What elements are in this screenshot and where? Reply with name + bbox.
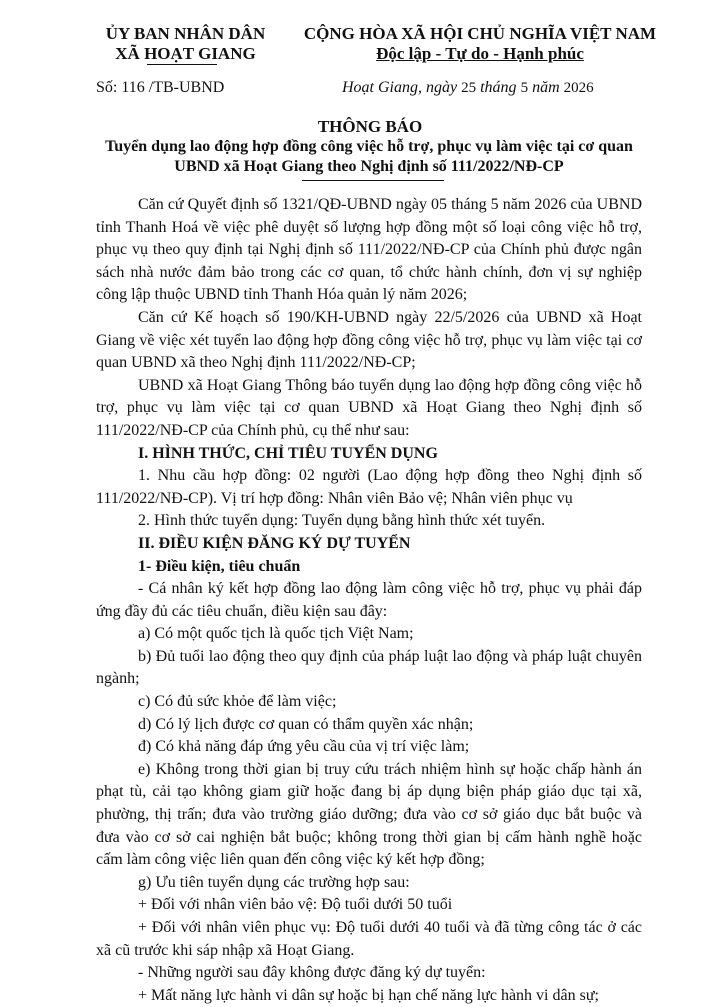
document-title: THÔNG BÁO [317, 117, 423, 136]
body-paragraph: - Những người sau đây không được đăng ký dự tuyển: [138, 964, 486, 982]
body-paragraph: UBND xã Hoạt Giang Thông báo tuyển dụng lao động hợp đồng công việc hỗ trợ, phục vụ làm việc tại cơ quan UBND xã Hoạt Giang theo Nghị định số 111/2022/NĐ-CP của Chính phủ, cụ thể như sau: [96, 376, 642, 439]
number-suffix: /TB-UBND [148, 79, 225, 96]
national-title: CỘNG HÒA XÃ HỘI CHỦ NGHĨA VIỆT NAM [303, 24, 657, 43]
body-paragraph: 2. Hình thức tuyển dụng: Tuyển dụng bằng hình thức xét tuyển. [138, 512, 546, 530]
issuer-line2: XÃ HOẠT GIANG [115, 44, 256, 63]
body-paragraph: Căn cứ Quyết định số 1321/QĐ-UBND ngày 05 tháng 5 năm 2026 của UBND tỉnh Thanh Hoá về việc phê duyệt số lượng hợp đồng một số loại công việc hỗ trợ, phục vụ theo quy định tại Nghị định số 111/2022/NĐ-CP của Chính phủ được ngân sách nhà nước đảm bảo trong các cơ quan, tổ chức hành chính, đơn vị sự nghiệp công lập thuộc UBND tỉnh Thanh Hóa quản lý năm 2026; [96, 196, 642, 304]
body-paragraph: + Mất năng lực hành vi dân sự hoặc bị hạn chế năng lực hành vi dân sự; [138, 986, 599, 1004]
body-paragraph: + Đối với nhân viên phục vụ: Độ tuổi dưới 40 tuổi và đã từng công tác ở các xã cũ trước khi sáp nhập xã Hoạt Giang. [96, 919, 642, 959]
body-paragraph: d) Có lý lịch được cơ quan có thẩm quyền xác nhận; [138, 715, 474, 733]
national-header [280, 24, 680, 64]
issuer-underline [147, 64, 217, 65]
year-word: năm [532, 79, 560, 96]
body-paragraph: + Đối với nhân viên bảo vệ: Độ tuổi dưới 50 tuổi [138, 896, 453, 914]
section-heading: 1- Điều kiện, tiêu chuẩn [138, 557, 301, 575]
date-day: 25 [461, 80, 477, 96]
issuer-header [78, 24, 293, 64]
number-value: 116 [121, 79, 145, 96]
date-month: 5 [520, 80, 529, 96]
subject-underline [302, 180, 444, 181]
month-word: tháng [480, 79, 517, 96]
section-heading: II. ĐIỀU KIỆN ĐĂNG KÝ DỰ TUYỂN [138, 534, 411, 552]
body-paragraph: - Cá nhân ký kết hợp đồng lao động làm công việc hỗ trợ, phục vụ phải đáp ứng đầy đủ các tiêu chuẩn, điều kiện sau đây: [96, 580, 642, 620]
body-paragraph: g) Ưu tiên tuyển dụng các trường hợp sau: [138, 873, 410, 891]
number-prefix: Số: [96, 79, 118, 96]
date-year: 2026 [563, 80, 594, 96]
body-paragraph: e) Không trong thời gian bị truy cứu trách nhiệm hình sự hoặc chấp hành án phạt tù, cải tạo không giam giữ hoặc đang bị áp dụng biện pháp giáo dục tại xã, phường, thị trấn; đưa vào trường giáo dưỡng; đưa vào cơ sở giáo dục bắt buộc và đưa vào cơ sở cai nghiện bắt buộc; không trong thời gian bị cấm hành nghề hoặc cấm làm công việc liên quan đến công việc ký kết hợp đồng; [96, 760, 642, 869]
document-number [96, 78, 224, 98]
body-paragraph: 1. Nhu cầu hợp đồng: 02 người (Lao động hợp đồng theo Nghị định số 111/2022/NĐ-CP). Vị trí hợp đồng: Nhân viên Bảo vệ; Nhân viên phục vụ [96, 467, 642, 507]
body-paragraph: b) Đủ tuổi lao động theo quy định của pháp luật lao động và pháp luật chuyên ngành; [96, 647, 642, 688]
document-body [96, 194, 642, 1007]
place-and-date [342, 78, 594, 98]
document-subject: Tuyển dụng lao động hợp đồng công việc hỗ trợ, phục vụ làm việc tại cơ quan UBND xã Hoạt Giang theo Nghị định số 111/2022/NĐ-CP [105, 138, 633, 175]
section-heading: I. HÌNH THỨC, CHỈ TIÊU TUYỂN DỤNG [138, 444, 438, 462]
national-motto: Độc lập - Tự do - Hạnh phúc [376, 44, 584, 63]
body-paragraph: đ) Có khả năng đáp ứng yêu cầu của vị trí việc làm; [138, 738, 470, 756]
place-date-prefix: Hoạt Giang, ngày [342, 79, 458, 96]
body-paragraph: Căn cứ Kế hoạch số 190/KH-UBND ngày 22/5/2026 của UBND xã Hoạt Giang về việc xét tuyển lao động hợp đồng công việc hỗ trợ, phục vụ làm việc tại cơ quan UBND xã theo Nghị định 111/2022/NĐ-CP; [96, 308, 642, 372]
body-paragraph: a) Có một quốc tịch là quốc tịch Việt Nam; [138, 625, 414, 643]
body-paragraph: c) Có đủ sức khỏe để làm việc; [138, 693, 337, 711]
issuer-line1: ỦY BAN NHÂN DÂN [105, 24, 266, 43]
